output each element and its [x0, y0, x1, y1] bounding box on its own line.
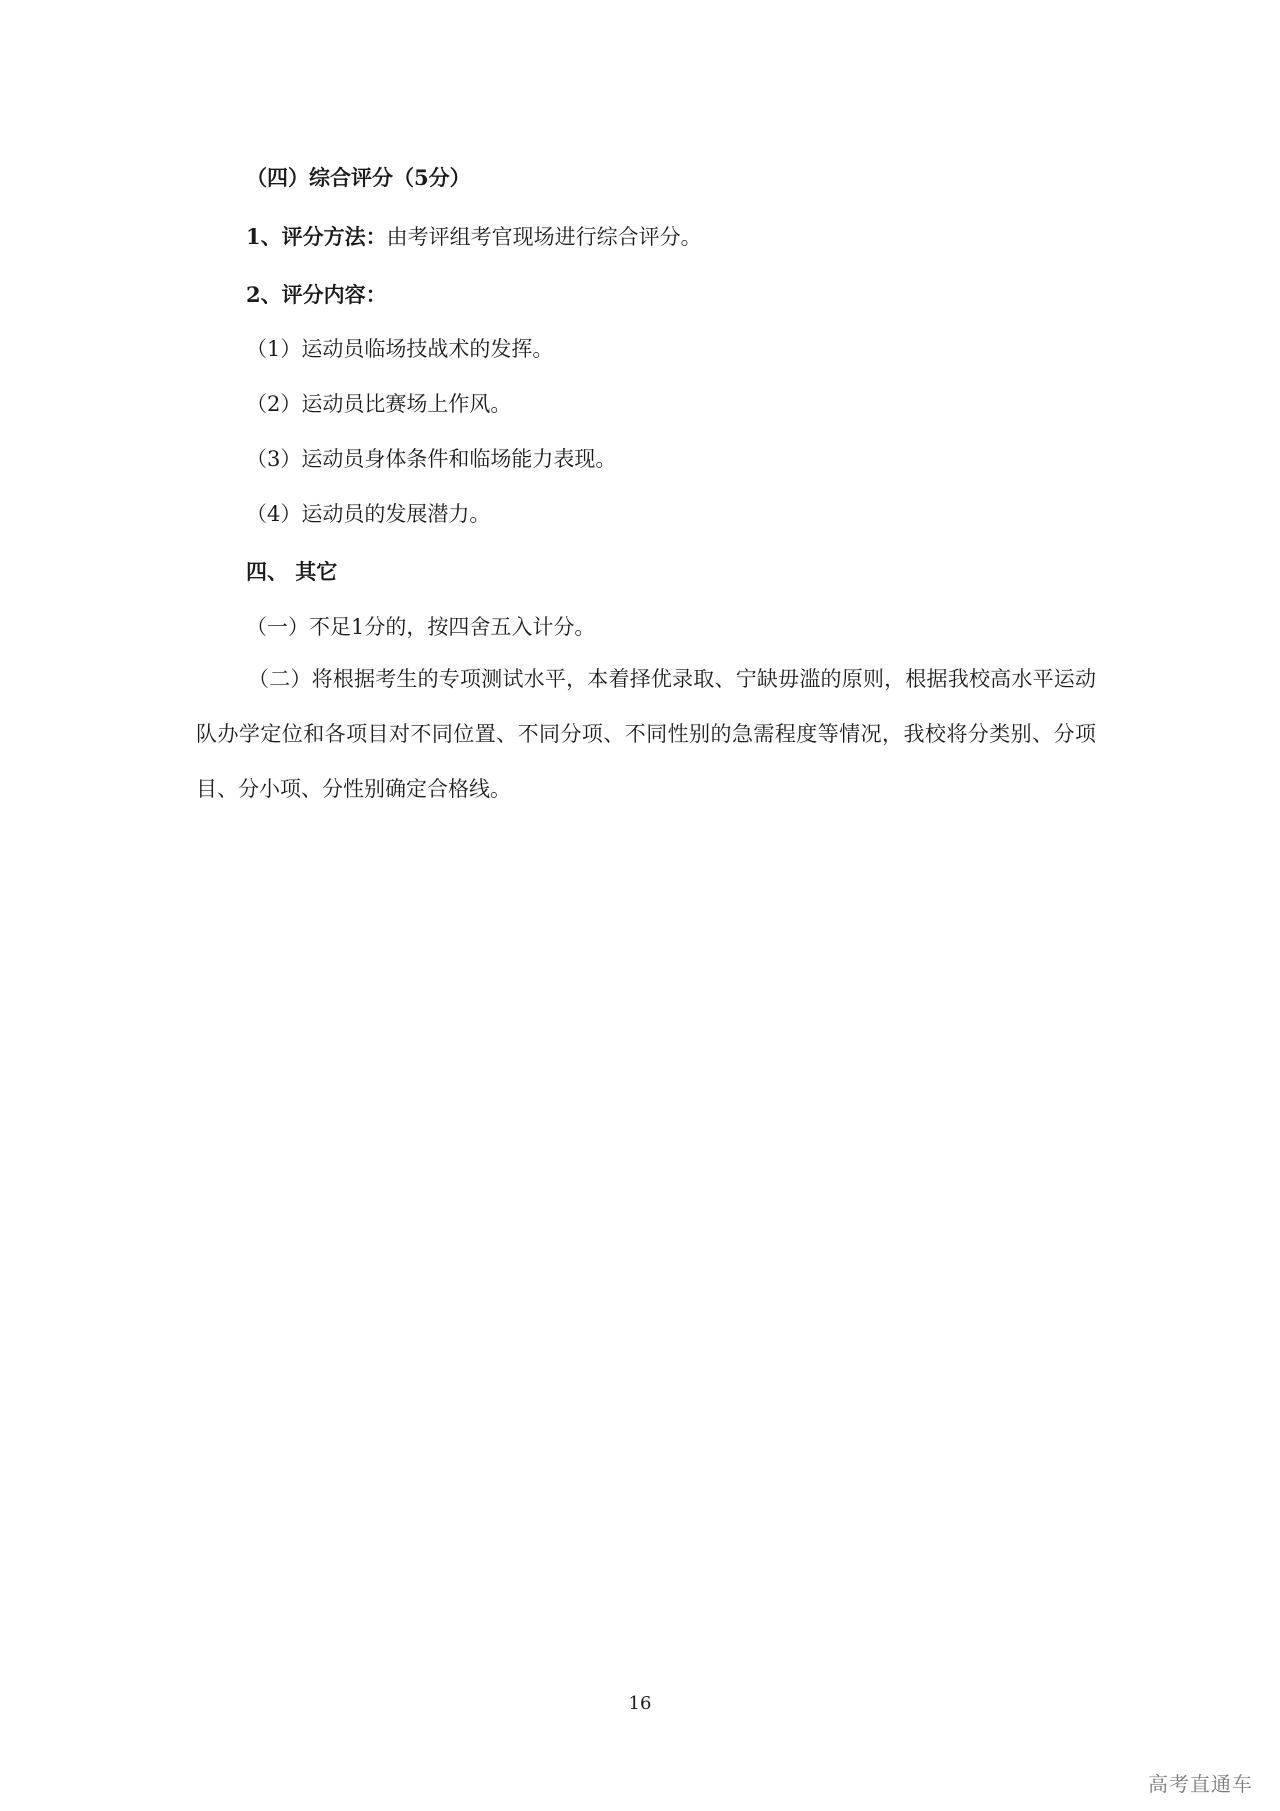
- page-number: 16: [628, 1693, 652, 1714]
- watermark: 高考直通车: [1148, 1772, 1253, 1796]
- scoring-method-label: 1、评分方法：: [246, 224, 387, 249]
- sub-item-2: （2）运动员比赛场上作风。: [246, 392, 512, 416]
- sub-item-4: （4）运动员的发展潜力。: [246, 502, 491, 526]
- sub-item-3: （3）运动员身体条件和临场能力表现。: [246, 447, 617, 471]
- scoring-method-text: 由考评组考官现场进行综合评分。: [386, 225, 702, 249]
- scoring-content-label: 2、评分内容：: [246, 282, 387, 307]
- section-heading: （四）综合评分（5分）: [246, 165, 471, 190]
- other-item-1: （一）不足1分的，按四舍五入计分。: [246, 615, 596, 639]
- other-item-2: （二）将根据考生的专项测试水平，本着择优录取、宁缺毋滥的原则，根据我校高水平运动队办学定位和各项目对不同位置、不同分项、不同性别的急需程度等情况，我校将分类别、分项目、分小项、分性别确定合格线。: [196, 667, 1096, 801]
- sub-item-1: （1）运动员临场技战术的发挥。: [246, 337, 554, 361]
- part-heading: 四、 其它: [246, 559, 338, 584]
- scoring-method-line: [246, 222, 702, 252]
